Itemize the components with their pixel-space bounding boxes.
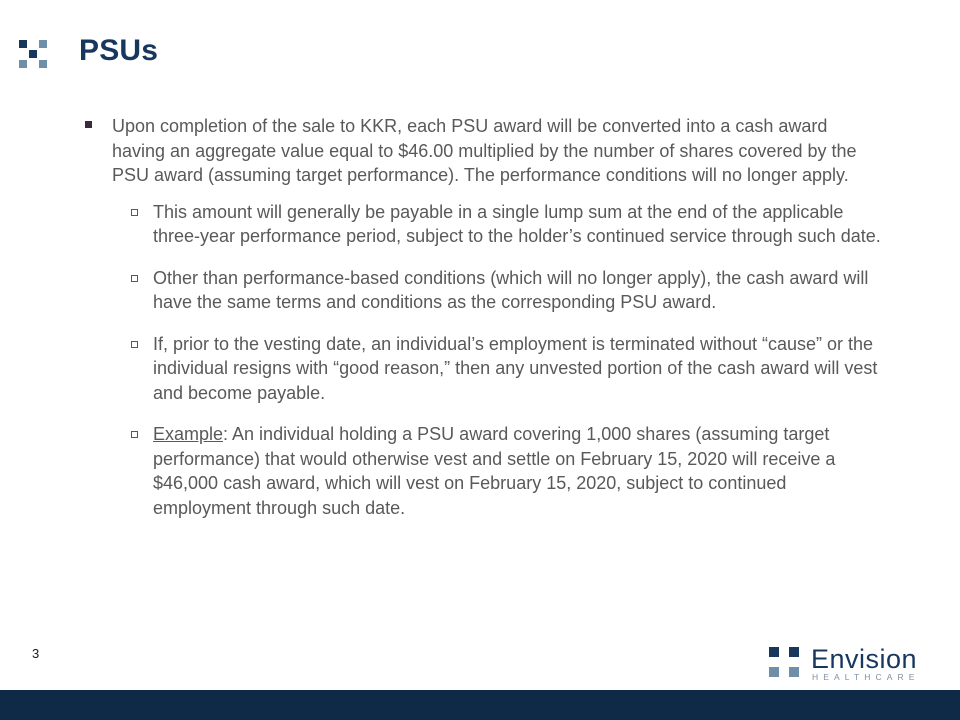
logo-tagline: HEALTHCARE — [812, 672, 920, 682]
envision-logo — [769, 644, 929, 685]
sub-bullet-text: If, prior to the vesting date, an individual’s employment is terminated without “cause” or the individual resigns with “good reason,” then any unvested portion of the cash award will vest and become payable. — [153, 333, 878, 403]
hollow-square-bullet-icon — [131, 275, 138, 282]
footer-bar — [0, 690, 960, 720]
logo-name: Envision — [811, 644, 918, 674]
example-label: Example — [153, 424, 224, 444]
slide-content — [85, 114, 885, 537]
example-text: : An individual holding a PSU award covering 1,000 shares (assuming target performance) that would otherwise vest and settle on February 15, 2020 will receive a $46,000 cash award, which will vest on February 15, 2020, subject to continued employment through such date. — [153, 424, 836, 518]
sub-bullet-text: This amount will generally be payable in a single lump sum at the end of the applicable three-year performance period, subject to the holder’s continued service through such date. — [153, 201, 881, 246]
square-bullet-icon — [85, 121, 92, 128]
sub-bullet — [153, 266, 885, 315]
sub-bullet-text: Other than performance-based conditions (which will no longer apply), the cash award will have the same terms and conditions as the corresponding PSU award. — [153, 267, 869, 312]
slide-title: PSUs — [79, 34, 159, 67]
sub-bullet — [153, 200, 885, 249]
sub-bullet-text — [153, 422, 885, 520]
page-number: 3 — [32, 646, 40, 661]
bullet-main — [85, 114, 885, 188]
sub-bullet — [153, 422, 885, 520]
bullet-main-text: Upon completion of the sale to KKR, each PSU award will be converted into a cash award having an aggregate value equal to $46.00 multiplied by the number of shares covered by the PSU award (assuming target performance). The performance conditions will no longer apply. — [112, 116, 857, 185]
title-square-grid-icon — [19, 40, 47, 68]
sub-bullet — [153, 332, 885, 406]
hollow-square-bullet-icon — [131, 209, 138, 216]
hollow-square-bullet-icon — [131, 431, 138, 438]
hollow-square-bullet-icon — [131, 341, 138, 348]
